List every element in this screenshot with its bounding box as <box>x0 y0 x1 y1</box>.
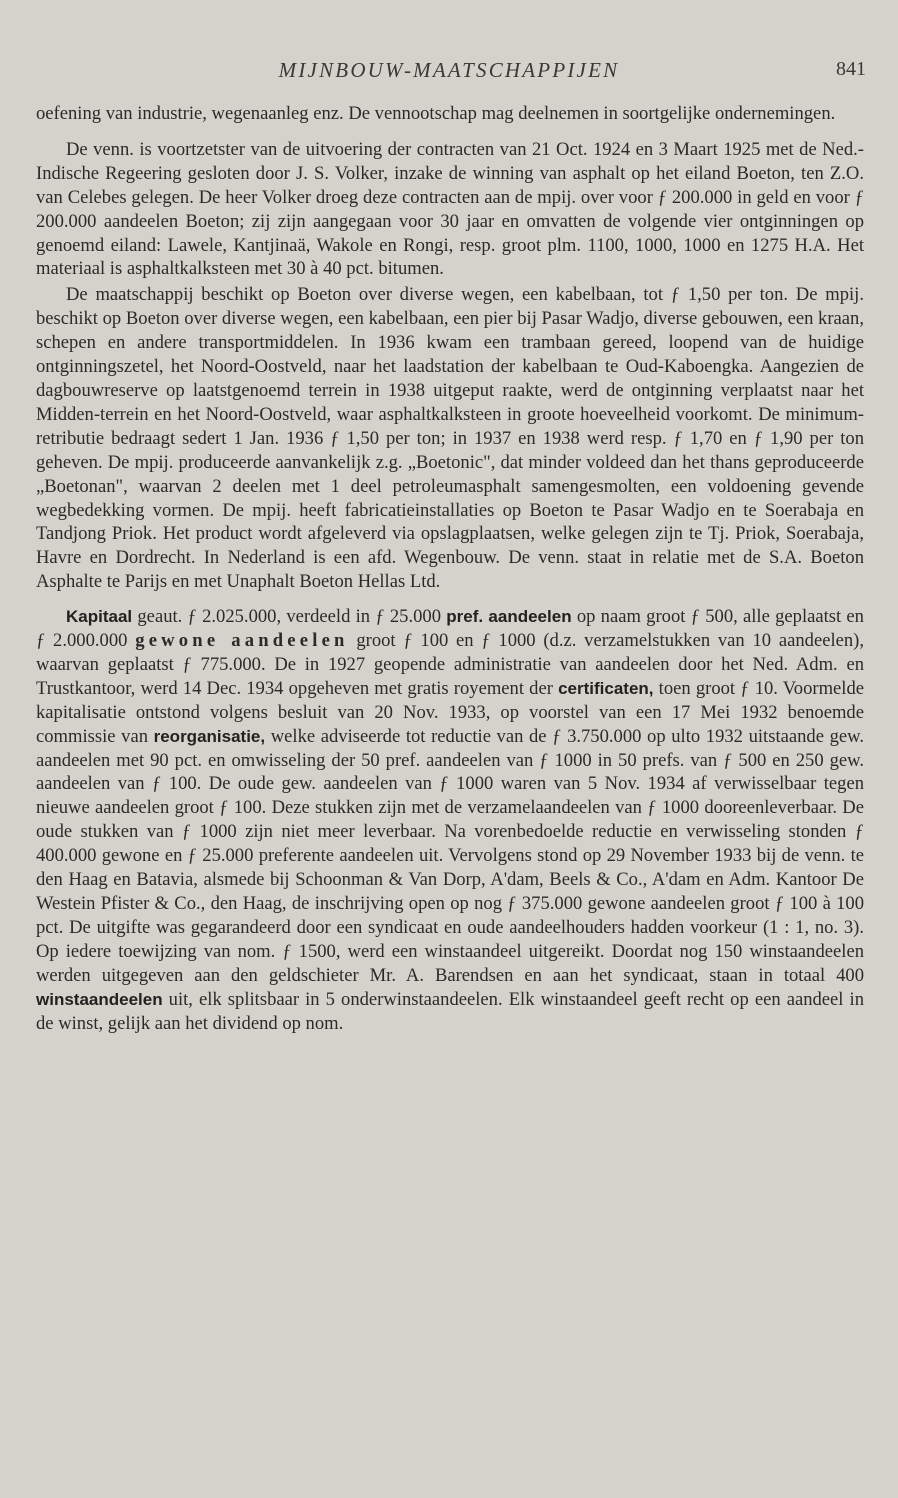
reorganisatie-term: reorganisatie, <box>153 726 266 746</box>
paragraph-4-text-5: welke adviseerde tot reductie van de ƒ 3.750.000 op ulto 1932 uitstaande gew. aandeelen met 90 pct. en omwisseling der 50 pref. aandeelen van ƒ 1000 in 50 prefs. van ƒ 500 en 250 gew. aandeelen van ƒ 100. De oude gew. aandeelen van ƒ 1000 waren van 5 Nov. 1934 af verwisselbaar tegen nieuwe aandeelen groot ƒ 100. Deze stukken zijn met de verzamelaandeelen van ƒ 1000 dooreenleverbaar. De oude stukken van ƒ 1000 zijn niet meer leverbaar. Na vorenbedoelde reductie en verwisseling stonden ƒ 400.000 gewone en ƒ 25.000 preferente aandeelen uit. Vervolgens stond op 29 November 1933 bij de venn. te den Haag en Batavia, alsmede bij Schoonman & Van Dorp, A'dam, Beels & Co., A'dam en Adm. Kantoor De Westein Pfister & Co., den Haag, de inschrijving open op nog ƒ 375.000 gewone aandeelen groot ƒ 100 à 100 pct. De uitgifte was gegarandeerd door een syndicaat en oude aandeelhouders hadden voorkeur (1 : 1, no. 3). Op iedere toewijzing van nom. ƒ 1500, werd een winstaandeel uitgereikt. Doordat nog 150 winstaandeelen werden uitgegeven aan den geldschieter Mr. A. Barendsen en aan het syndicaat, staan in totaal 400 <box>36 725 864 986</box>
paragraph-4 <box>36 605 864 1035</box>
gewone-aandeelen-term: gewone aandeelen <box>135 630 349 652</box>
header-title: MIJNBOUW-MAATSCHAPPIJEN <box>278 58 620 82</box>
paragraph-4-text-4: toen groot ƒ 10. Voormelde kapitalisatie ontstond volgens besluit van 20 Nov. 1933, op voorstel van een 17 Mei 1932 benoemde commissie van <box>36 677 865 747</box>
paragraph-4-text-6: uit, elk splitsbaar in 5 onderwinstaandeelen. Elk winstaandeel geeft recht op een aandeel in de winst, gelijk aan het dividend op nom. <box>36 988 864 1034</box>
kapitaal-heading: Kapitaal <box>66 607 133 627</box>
paragraph-4-text-2: op naam groot ƒ 500, alle geplaatst en ƒ 2.000.000 <box>36 606 864 652</box>
paragraph-4-text-1: geaut. ƒ 2.025.000, verdeeld in ƒ 25.000 <box>132 606 447 628</box>
page-number: 841 <box>836 58 866 80</box>
running-header <box>0 58 898 88</box>
certificaten-term: certificaten, <box>558 678 654 698</box>
paragraph-2: De venn. is voortzetster van de uitvoering der contracten van 21 Oct. 1924 en 3 Maart 1925 met de Ned.-Indische Regeering gesloten door J. S. Volker, inzake de winning van asphalt op het eiland Boeton, ten Z.O. van Celebes gelegen. De heer Volker droeg deze contracten aan de mpij. over voor ƒ 200.000 in geld en voor ƒ 200.000 aandeelen Boeton; zij zijn aangegaan voor 30 jaar en omvatten de volgende vier ontginningen op genoemd eiland: Lawele, Kantjinaä, Wakole en Rongi, resp. groot plm. 1100, 1000, 1000 en 1275 H.A. Het materiaal is asphaltkalksteen met 30 à 40 pct. bitumen. <box>36 138 864 280</box>
body-text <box>36 102 864 1035</box>
paragraph-3: De maatschappij beschikt op Boeton over diverse wegen, een kabelbaan, tot ƒ 1,50 per ton. De mpij. beschikt op Boeton over diverse wegen, een kabelbaan, een pier bij Pasar Wadjo, diverse gebouwen, een kraan, schepen en andere transportmiddelen. In 1936 kwam een trambaan gereed, loopend van de huidige ontginningszetel, het Noord-Oostveld, naar het laadstation der kabelbaan te Oud-Kaboengka. Aangezien de dagbouwreserve op laatstgenoemd terrein in 1938 uitgeput raakte, werd de ontginning verplaatst naar het Midden-terrein en het Noord-Oostveld, waar asphaltkalksteen in groote hoeveelheid voorkomt. De minimum-retributie bedraagt sedert 1 Jan. 1936 ƒ 1,50 per ton; in 1937 en 1938 werd resp. ƒ 1,70 en ƒ 1,90 per ton geheven. De mpij. produceerde aanvankelijk z.g. „Boetonic", dat minder voldeed dan het thans geproduceerde „Boetonan", waarvan 2 deelen met 1 deel petroleumasphalt samengesmolten, een voldoening gevende wegbedekking vormen. De mpij. heeft fabricatieinstallaties op Boeton te Pasar Wadjo en te Soerabaja en Tandjong Priok. Het product wordt afgeleverd via opslagplaatsen, welke gelegen zijn te Tj. Priok, Soerabaja, Havre en Dordrecht. In Nederland is een afd. Wegenbouw. De venn. staat in relatie met de S.A. Boeton Asphalte te Parijs en met Unaphalt Boeton Hellas Ltd. <box>36 284 864 593</box>
pref-aandeelen-term: pref. aandeelen <box>446 607 572 627</box>
winstaandeelen-term: winstaandeelen <box>36 989 163 1009</box>
paragraph-1: oefening van industrie, wegenaanleg enz. De vennootschap mag deelnemen in soortgelijke ondernemingen. <box>36 103 836 124</box>
paragraph-4-text-3: groot ƒ 100 en ƒ 1000 (d.z. verzamelstukken van 10 aandeelen), waarvan geplaatst ƒ 775.000. De in 1927 geopende administratie van aandeelen door het Ned. Adm. en Trustkantoor, werd 14 Dec. 1934 opgeheven met gratis royement der <box>36 630 865 699</box>
